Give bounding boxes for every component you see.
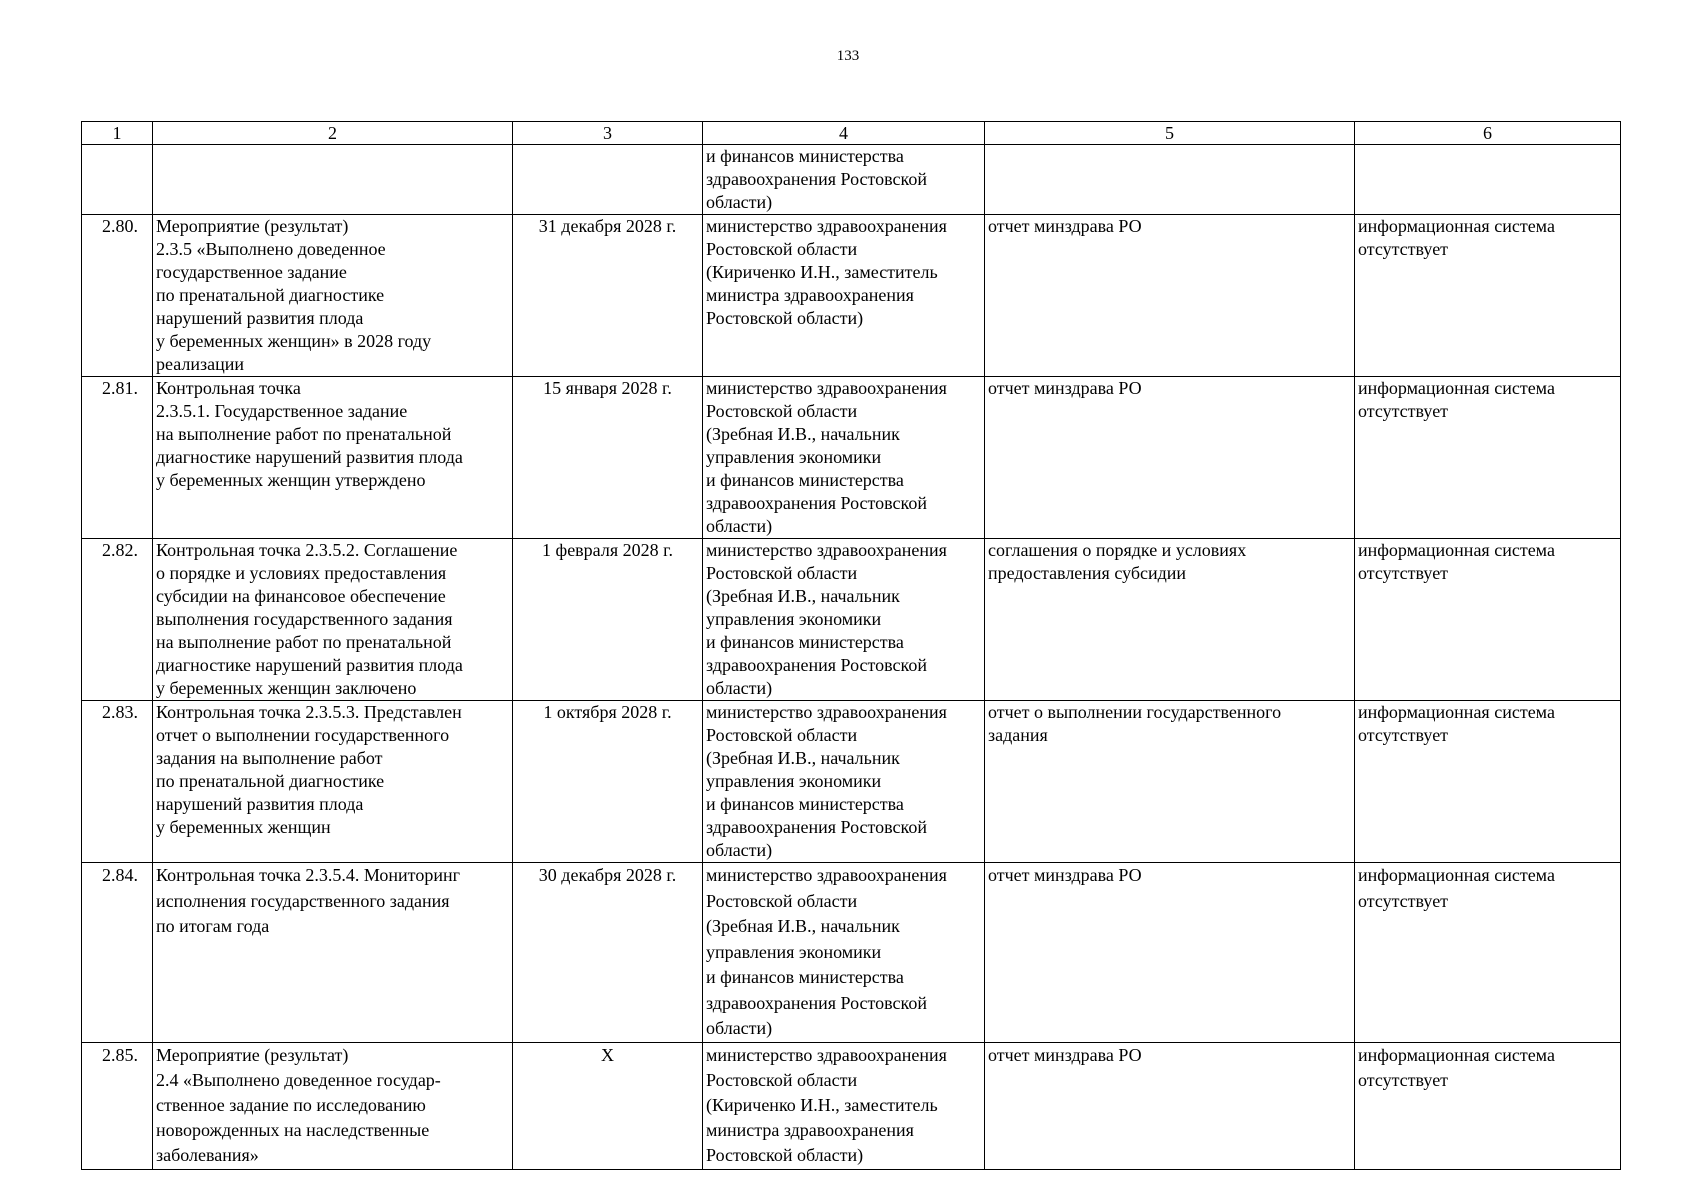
row-document: отчет о выполнении государственного задания (985, 701, 1355, 863)
header-cell: 3 (513, 122, 703, 145)
row-system: информационная система отсутствует (1355, 539, 1621, 701)
row-description: Контрольная точка 2.3.5.4. Мониторинг исполнения государственного задания по итогам года (153, 863, 513, 1043)
row-responsible: и финансов министерства здравоохранения Ростовской области) (703, 145, 985, 215)
row-system: информационная система отсутствует (1355, 215, 1621, 377)
row-document: соглашения о порядке и условиях предоставления субсидии (985, 539, 1355, 701)
header-cell: 6 (1355, 122, 1621, 145)
row-system (1355, 145, 1621, 215)
row-responsible: министерство здравоохранения Ростовской области (Зребная И.В., начальник управления экономики и финансов министерства здравоохранения Ростовской области) (703, 701, 985, 863)
row-number (82, 145, 153, 215)
row-date: 1 февраля 2028 г. (513, 539, 703, 701)
row-description: Мероприятие (результат) 2.4 «Выполнено доведенное государ- ственное задание по исследованию новорожденных на наследственные заболевания» (153, 1042, 513, 1169)
row-number: 2.84. (82, 863, 153, 1043)
row-system: информационная система отсутствует (1355, 701, 1621, 863)
row-system: информационная система отсутствует (1355, 1042, 1621, 1169)
row-document (985, 145, 1355, 215)
header-cell: 1 (82, 122, 153, 145)
header-cell: 4 (703, 122, 985, 145)
page-number: 133 (836, 48, 860, 64)
row-responsible: министерство здравоохранения Ростовской области (Кириченко И.Н., заместитель министра здравоохранения Ростовской области) (703, 1042, 985, 1169)
header-cell: 2 (153, 122, 513, 145)
row-date (513, 145, 703, 215)
row-responsible: министерство здравоохранения Ростовской области (Зребная И.В., начальник управления экономики и финансов министерства здравоохранения Ростовской области) (703, 539, 985, 701)
row-responsible: министерство здравоохранения Ростовской области (Кириченко И.Н., заместитель министра здравоохранения Ростовской области) (703, 215, 985, 377)
table-row (82, 1042, 1621, 1169)
row-description: Мероприятие (результат) 2.3.5 «Выполнено доведенное государственное задание по пренатальной диагностике нарушений развития плода у беременных женщин» в 2028 году реализации (153, 215, 513, 377)
row-description: Контрольная точка 2.3.5.2. Соглашение о порядке и условиях предоставления субсидии на финансовое обеспечение выполнения государственного задания на выполнение работ по пренатальной диагностике нарушений развития плода у беременных женщин заключено (153, 539, 513, 701)
row-number: 2.81. (82, 377, 153, 539)
row-date: 31 декабря 2028 г. (513, 215, 703, 377)
row-number: 2.85. (82, 1042, 153, 1169)
row-date: 1 октября 2028 г. (513, 701, 703, 863)
row-document: отчет минздрава РО (985, 215, 1355, 377)
row-document: отчет минздрава РО (985, 863, 1355, 1043)
table-header-row (82, 122, 1621, 145)
table-row (82, 863, 1621, 1043)
table-row (82, 145, 1621, 215)
row-system: информационная система отсутствует (1355, 863, 1621, 1043)
row-number: 2.83. (82, 701, 153, 863)
row-number: 2.82. (82, 539, 153, 701)
row-responsible: министерство здравоохранения Ростовской области (Зребная И.В., начальник управления экономики и финансов министерства здравоохранения Ростовской области) (703, 377, 985, 539)
table-row (82, 701, 1621, 863)
table-row (82, 215, 1621, 377)
table-row (82, 377, 1621, 539)
table-row (82, 539, 1621, 701)
row-responsible: министерство здравоохранения Ростовской области (Зребная И.В., начальник управления экономики и финансов министерства здравоохранения Ростовской области) (703, 863, 985, 1043)
row-description: Контрольная точка 2.3.5.1. Государственное задание на выполнение работ по пренатальной диагностике нарушений развития плода у беременных женщин утверждено (153, 377, 513, 539)
row-number: 2.80. (82, 215, 153, 377)
row-document: отчет минздрава РО (985, 377, 1355, 539)
row-system: информационная система отсутствует (1355, 377, 1621, 539)
plan-table (81, 121, 1621, 1170)
row-description: Контрольная точка 2.3.5.3. Представлен отчет о выполнении государственного задания на выполнение работ по пренатальной диагностике нарушений развития плода у беременных женщин (153, 701, 513, 863)
row-date: 15 января 2028 г. (513, 377, 703, 539)
header-cell: 5 (985, 122, 1355, 145)
row-date: X (513, 1042, 703, 1169)
row-document: отчет минздрава РО (985, 1042, 1355, 1169)
row-date: 30 декабря 2028 г. (513, 863, 703, 1043)
row-description (153, 145, 513, 215)
